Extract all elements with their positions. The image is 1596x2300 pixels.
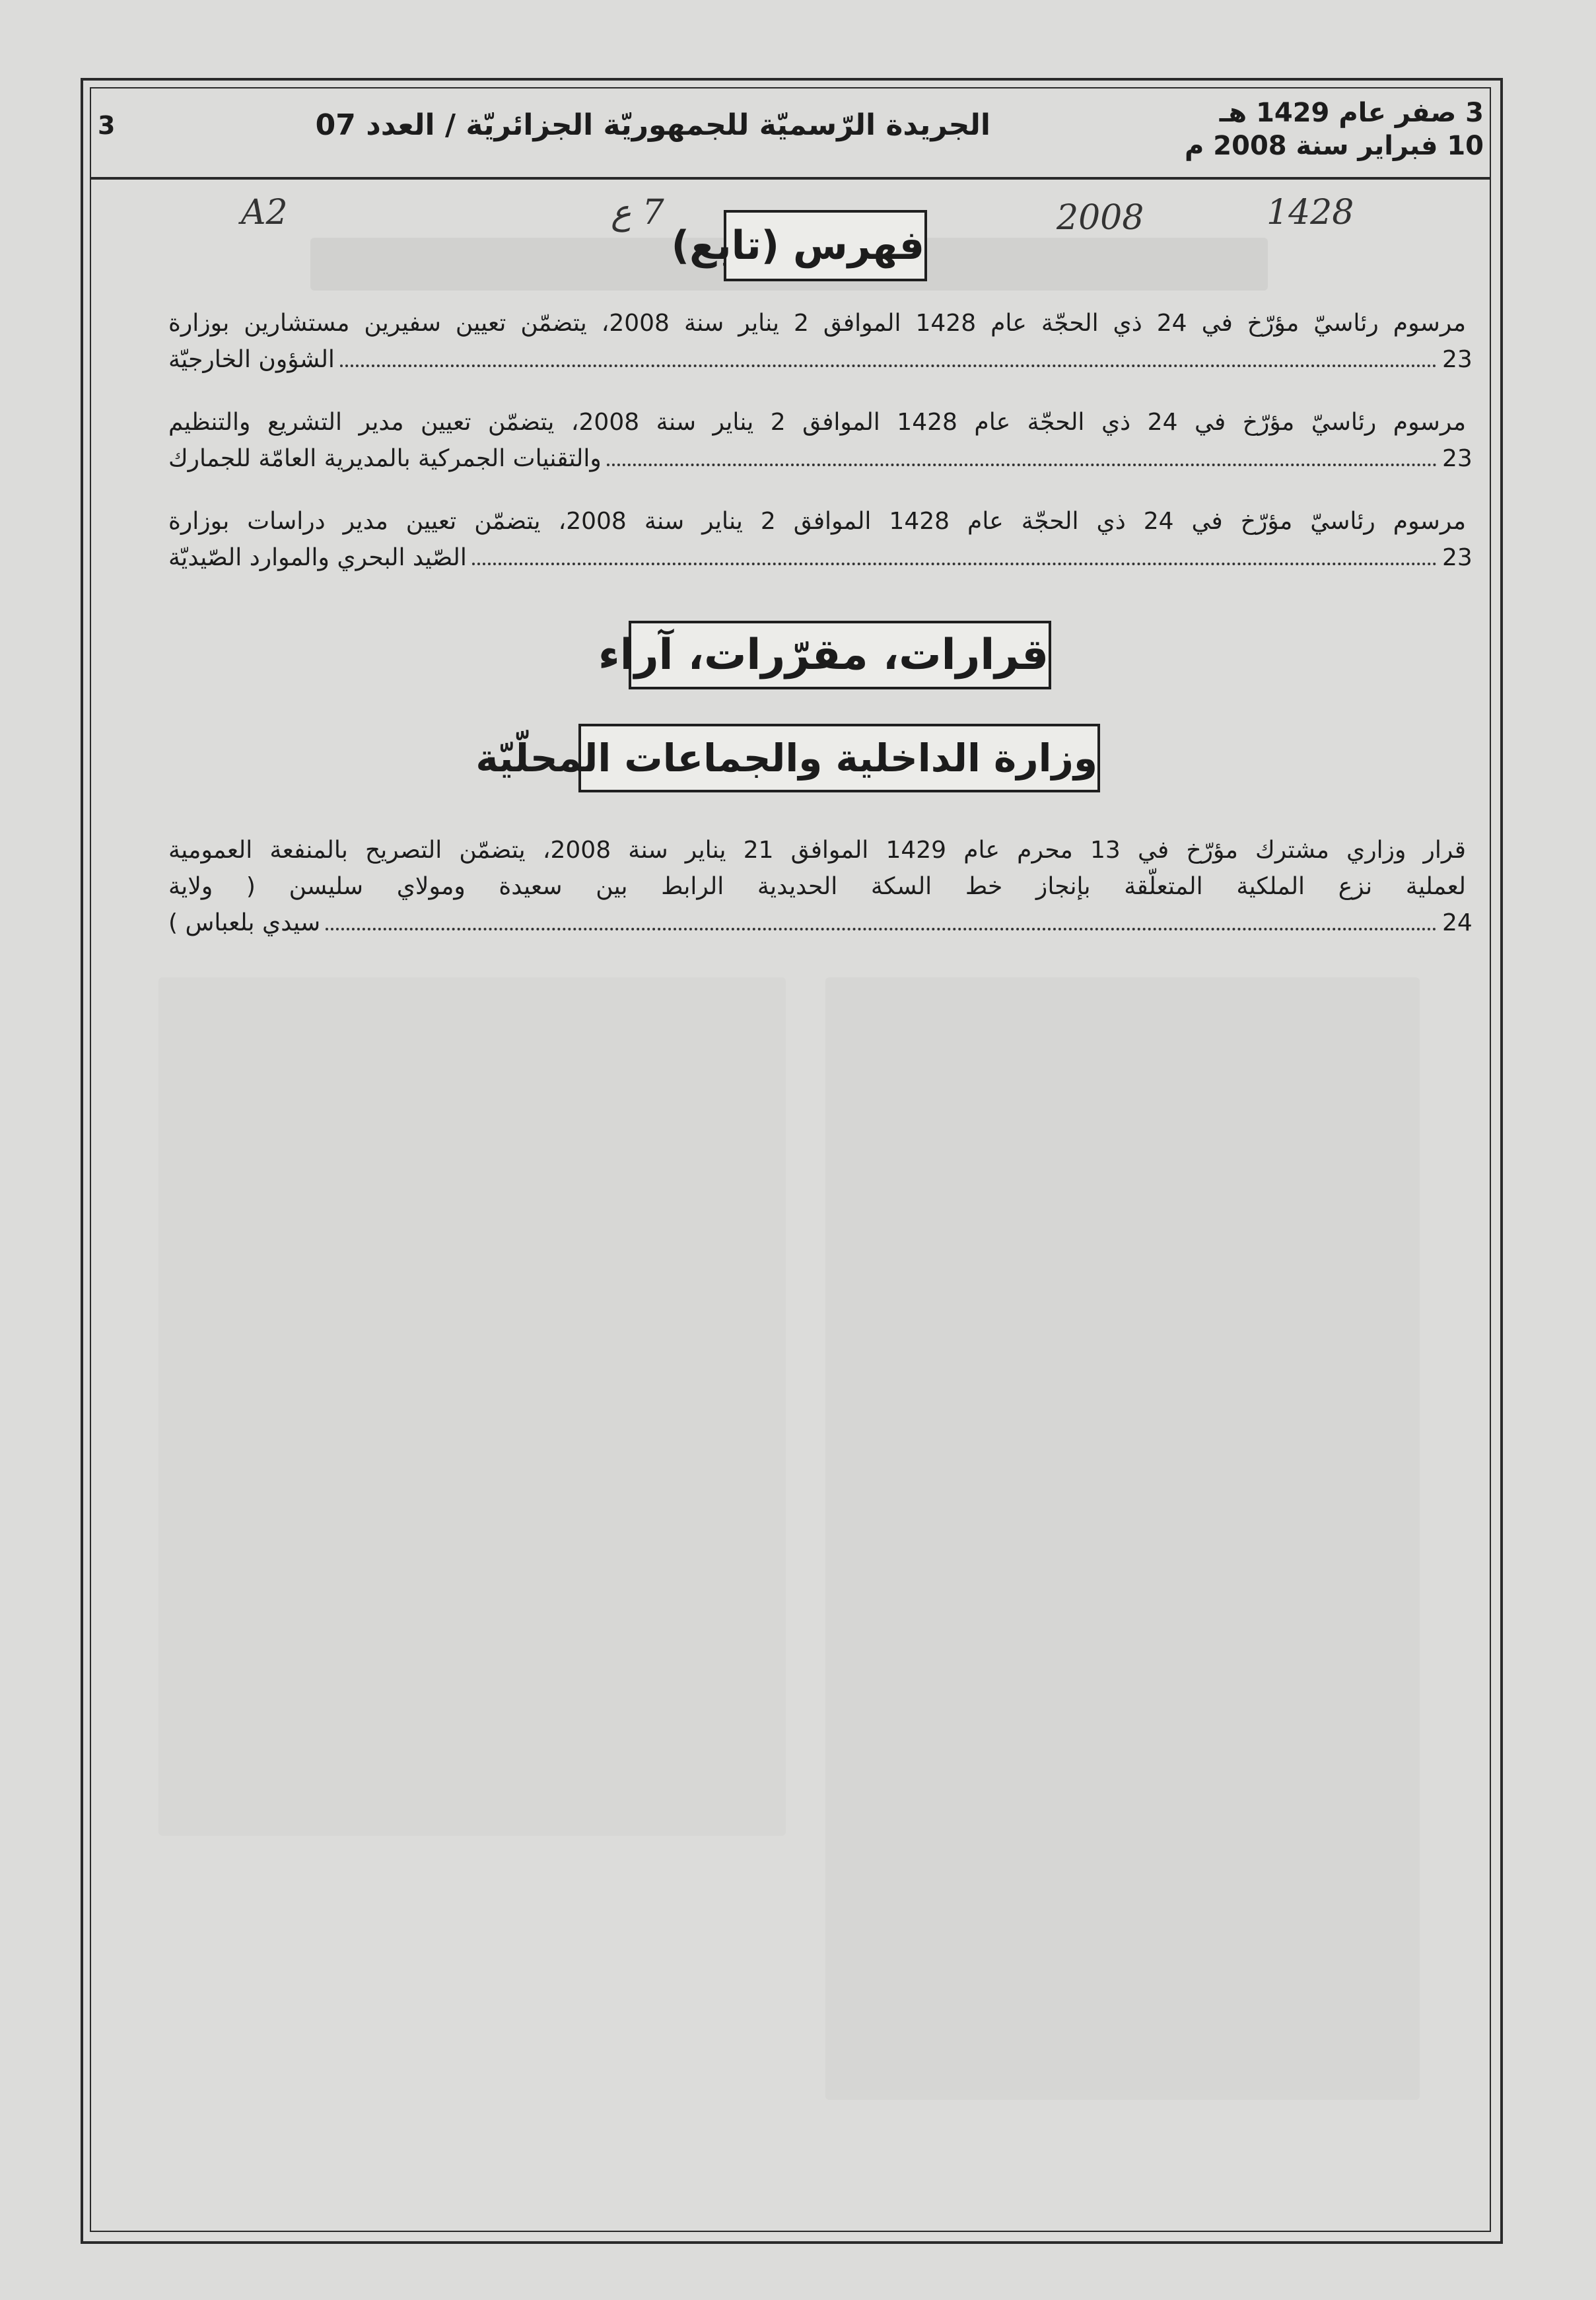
- leader-dots: [340, 365, 1437, 367]
- entry-line: لعملية نزع الملكية المتعلّقة بإنجاز خط السكة الحديدية الرابط بين سعيدة ومولاي سليسن ( ولاية: [168, 873, 1466, 900]
- entry-page-number: 23: [1442, 445, 1473, 472]
- header-divider: [90, 177, 1491, 180]
- entry-line: الصّيد البحري والموارد الصّيديّة: [168, 544, 467, 571]
- entry-last-line: [168, 540, 1473, 576]
- ministry-heading: وزارة الداخلية والجماعات المحلّيّة: [578, 724, 1100, 792]
- handwritten-note: 1428: [1266, 193, 1354, 232]
- entry-last-line: [168, 905, 1473, 941]
- entry-line: مرسوم رئاسيّ مؤرّخ في 24 ذي الحجّة عام 1428 الموافق 2 يناير سنة 2008، يتضمّن تعيين مدير التشريع والتنظيم: [168, 409, 1466, 436]
- handwritten-note: A2: [241, 193, 288, 232]
- leader-dots: [607, 464, 1437, 466]
- entry-line: والتقنيات الجمركية بالمديرية العامّة للجمارك: [168, 445, 602, 472]
- header-date-hijri: 3 صفر عام 1429 هـ: [1219, 98, 1484, 128]
- entry-page-number: 24: [1442, 909, 1473, 936]
- leader-dots: [472, 563, 1437, 565]
- index-entry: [168, 832, 1473, 941]
- leader-dots: [326, 928, 1437, 930]
- index-entry: [168, 503, 1473, 576]
- gazette-title: الجريدة الرّسميّة للجمهوريّة الجزائريّة / العدد 07: [315, 108, 990, 142]
- handwritten-note: 2008: [1057, 198, 1144, 238]
- entry-page-number: 23: [1442, 346, 1473, 373]
- index-heading: فهرس (تابع): [724, 210, 927, 281]
- entry-line: مرسوم رئاسيّ مؤرّخ في 24 ذي الحجّة عام 1428 الموافق 2 يناير سنة 2008، يتضمّن تعيين سفيرين مستشارين بوزارة: [168, 310, 1466, 337]
- entry-line: سيدي بلعباس ): [168, 909, 321, 936]
- entry-line: مرسوم رئاسيّ مؤرّخ في 24 ذي الحجّة عام 1428 الموافق 2 يناير سنة 2008، يتضمّن تعيين مدير دراسات بوزارة: [168, 508, 1466, 535]
- entry-last-line: [168, 440, 1473, 477]
- handwritten-note: 7 ع: [611, 193, 664, 232]
- index-entry: [168, 404, 1473, 477]
- header-date-gregorian: 10 فبراير سنة 2008 م: [1185, 131, 1484, 161]
- section-heading: قرارات، مقرّرات، آراء: [629, 621, 1051, 689]
- entry-last-line: [168, 341, 1473, 378]
- entry-line: الشؤون الخارجيّة: [168, 346, 335, 373]
- entry-line: قرار وزاري مشترك مؤرّخ في 13 محرم عام 1429 الموافق 21 يناير سنة 2008، يتضمّن التصريح بالمنفعة العمومية: [168, 837, 1466, 864]
- page-number: 3: [98, 111, 116, 140]
- index-entry: [168, 305, 1473, 378]
- entry-page-number: 23: [1442, 544, 1473, 571]
